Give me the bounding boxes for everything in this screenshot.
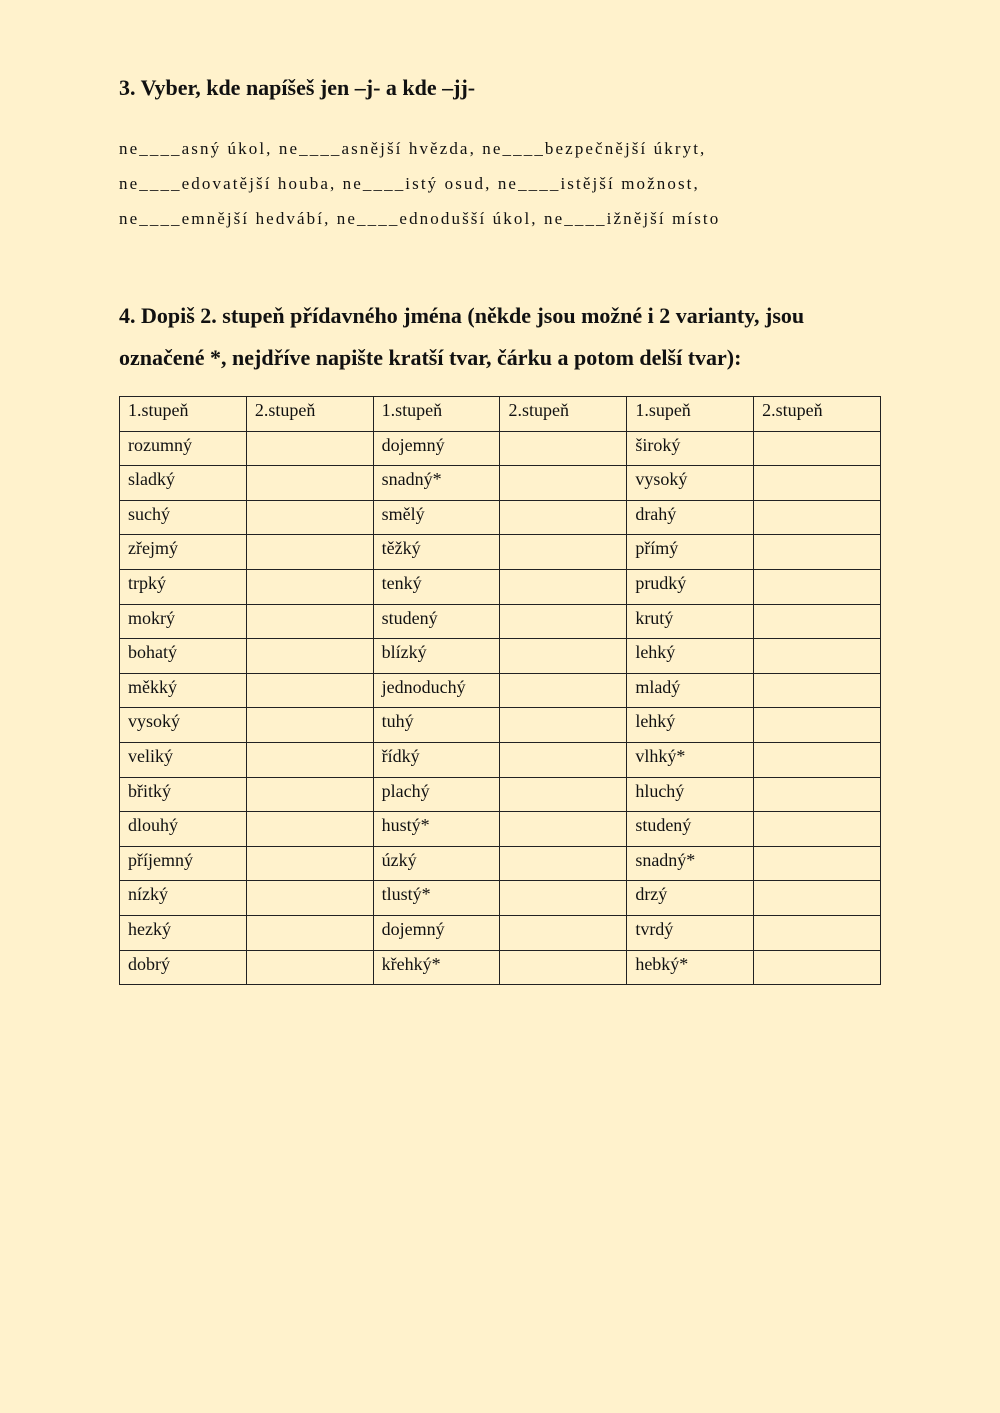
answer-cell[interactable] [246, 846, 373, 881]
adjective-cell: snadný* [373, 466, 500, 501]
column-header: 1.stupeň [120, 397, 247, 432]
adjective-cell: těžký [373, 535, 500, 570]
table-row [120, 742, 881, 777]
adjective-cell: plachý [373, 777, 500, 812]
answer-cell[interactable] [754, 881, 881, 916]
answer-cell[interactable] [500, 673, 627, 708]
adjective-cell: tenký [373, 569, 500, 604]
adjective-cell: prudký [627, 569, 754, 604]
adjective-table [119, 396, 881, 985]
answer-cell[interactable] [500, 742, 627, 777]
adjective-cell: dojemný [373, 431, 500, 466]
column-header: 2.stupeň [754, 397, 881, 432]
adjective-cell: sladký [120, 466, 247, 501]
adjective-cell: příjemný [120, 846, 247, 881]
adjective-cell: veliký [120, 742, 247, 777]
adjective-cell: vlhký* [627, 742, 754, 777]
adjective-cell: snadný* [627, 846, 754, 881]
adjective-cell: lehký [627, 708, 754, 743]
adjective-cell: drzý [627, 881, 754, 916]
adjective-cell: lehký [627, 639, 754, 674]
adjective-cell: studený [627, 812, 754, 847]
answer-cell[interactable] [246, 604, 373, 639]
adjective-cell: dojemný [373, 915, 500, 950]
adjective-cell: bohatý [120, 639, 247, 674]
answer-cell[interactable] [500, 812, 627, 847]
answer-cell[interactable] [246, 431, 373, 466]
adjective-cell: břitký [120, 777, 247, 812]
answer-cell[interactable] [500, 535, 627, 570]
table-header-row [120, 397, 881, 432]
answer-cell[interactable] [246, 881, 373, 916]
answer-cell[interactable] [246, 812, 373, 847]
answer-cell[interactable] [754, 569, 881, 604]
adjective-cell: suchý [120, 500, 247, 535]
answer-cell[interactable] [246, 915, 373, 950]
adjective-cell: jednoduchý [373, 673, 500, 708]
task3-line: ne____emnější hedvábí, ne____ednodušší úkol, ne____ižnější místo [119, 209, 721, 228]
adjective-cell: tuhý [373, 708, 500, 743]
answer-cell[interactable] [754, 604, 881, 639]
table-row [120, 673, 881, 708]
answer-cell[interactable] [246, 466, 373, 501]
adjective-cell: hluchý [627, 777, 754, 812]
adjective-cell: dlouhý [120, 812, 247, 847]
adjective-cell: mokrý [120, 604, 247, 639]
adjective-cell: vysoký [627, 466, 754, 501]
answer-cell[interactable] [754, 915, 881, 950]
column-header: 1.supeň [627, 397, 754, 432]
answer-cell[interactable] [754, 812, 881, 847]
answer-cell[interactable] [754, 742, 881, 777]
adjective-cell: hustý* [373, 812, 500, 847]
answer-cell[interactable] [500, 708, 627, 743]
adjective-cell: vysoký [120, 708, 247, 743]
adjective-cell: dobrý [120, 950, 247, 985]
adjective-cell: tlustý* [373, 881, 500, 916]
adjective-cell: měkký [120, 673, 247, 708]
answer-cell[interactable] [754, 673, 881, 708]
column-header: 2.stupeň [500, 397, 627, 432]
adjective-cell: tvrdý [627, 915, 754, 950]
table-row [120, 950, 881, 985]
column-header: 2.stupeň [246, 397, 373, 432]
adjective-cell: trpký [120, 569, 247, 604]
adjective-cell: řídký [373, 742, 500, 777]
answer-cell[interactable] [754, 535, 881, 570]
table-row [120, 915, 881, 950]
answer-cell[interactable] [500, 431, 627, 466]
answer-cell[interactable] [246, 742, 373, 777]
adjective-cell: hezký [120, 915, 247, 950]
answer-cell[interactable] [754, 431, 881, 466]
answer-cell[interactable] [754, 950, 881, 985]
task3-line: ne____asný úkol, ne____asnější hvězda, ne____bezpečnější úkryt, [119, 139, 707, 158]
table-row [120, 708, 881, 743]
task3-exercise [119, 131, 720, 236]
answer-cell[interactable] [246, 500, 373, 535]
answer-cell[interactable] [246, 569, 373, 604]
adjective-cell: krutý [627, 604, 754, 639]
answer-cell[interactable] [246, 535, 373, 570]
adjective-cell: blízký [373, 639, 500, 674]
adjective-cell: mladý [627, 673, 754, 708]
answer-cell[interactable] [500, 569, 627, 604]
answer-cell[interactable] [500, 777, 627, 812]
task3-heading: 3. Vyber, kde napíšeš jen –j- a kde –jj- [119, 75, 476, 100]
table-row [120, 500, 881, 535]
answer-cell[interactable] [246, 639, 373, 674]
answer-cell[interactable] [500, 950, 627, 985]
adjective-cell: hebký* [627, 950, 754, 985]
adjective-cell: rozumný [120, 431, 247, 466]
answer-cell[interactable] [500, 604, 627, 639]
table-row [120, 569, 881, 604]
table-row [120, 777, 881, 812]
adjective-cell: úzký [373, 846, 500, 881]
table-row [120, 431, 881, 466]
answer-cell[interactable] [754, 639, 881, 674]
answer-cell[interactable] [500, 846, 627, 881]
answer-cell[interactable] [246, 708, 373, 743]
task3-line: ne____edovatější houba, ne____istý osud, ne____istější možnost, [119, 174, 700, 193]
adjective-cell: přímý [627, 535, 754, 570]
table-row [120, 535, 881, 570]
adjective-cell: křehký* [373, 950, 500, 985]
answer-cell[interactable] [754, 466, 881, 501]
table-row [120, 604, 881, 639]
adjective-cell: nízký [120, 881, 247, 916]
answer-cell[interactable] [754, 500, 881, 535]
answer-cell[interactable] [246, 777, 373, 812]
adjective-cell: smělý [373, 500, 500, 535]
answer-cell[interactable] [500, 500, 627, 535]
answer-cell[interactable] [500, 881, 627, 916]
adjective-cell: zřejmý [120, 535, 247, 570]
task4-heading: 4. Dopiš 2. stupeň přídavného jména (někde jsou možné i 2 varianty, jsou označené *, nejdříve napište kratší tvar, čárku a potom delší tvar): [119, 303, 805, 370]
answer-cell[interactable] [246, 950, 373, 985]
adjective-cell: studený [373, 604, 500, 639]
answer-cell[interactable] [500, 639, 627, 674]
table-row [120, 639, 881, 674]
table-row [120, 466, 881, 501]
answer-cell[interactable] [754, 708, 881, 743]
table-row [120, 881, 881, 916]
answer-cell[interactable] [246, 673, 373, 708]
table-row [120, 812, 881, 847]
column-header: 1.stupeň [373, 397, 500, 432]
adjective-cell: drahý [627, 500, 754, 535]
answer-cell[interactable] [754, 777, 881, 812]
answer-cell[interactable] [500, 466, 627, 501]
adjective-cell: široký [627, 431, 754, 466]
answer-cell[interactable] [500, 915, 627, 950]
table-row [120, 846, 881, 881]
answer-cell[interactable] [754, 846, 881, 881]
